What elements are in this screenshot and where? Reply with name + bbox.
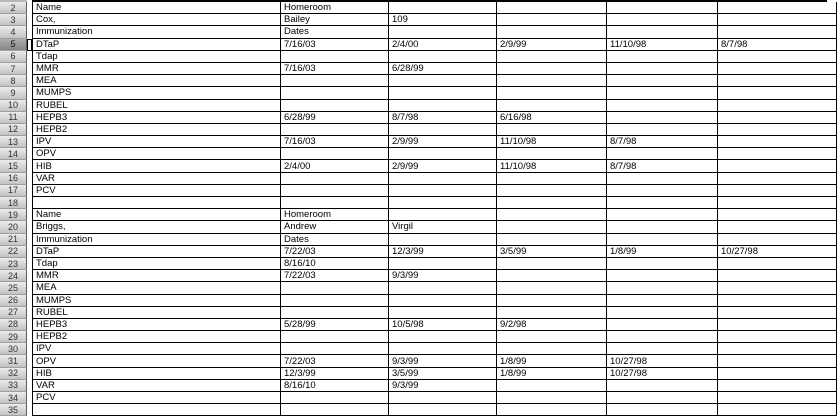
cell[interactable] xyxy=(607,197,718,209)
sheet-row xyxy=(0,160,837,172)
cell[interactable]: Immunization xyxy=(32,234,281,246)
cell[interactable]: 6/28/99 xyxy=(281,112,389,124)
cell[interactable] xyxy=(718,221,837,233)
cell[interactable] xyxy=(607,112,718,124)
cell[interactable]: 7/22/03 xyxy=(281,246,389,258)
row-header[interactable]: 28 xyxy=(0,319,27,331)
cell[interactable]: Homeroom xyxy=(281,2,389,14)
cell[interactable]: Cox, xyxy=(32,14,281,26)
cell[interactable] xyxy=(389,282,497,294)
sheet-row xyxy=(0,221,837,233)
cell[interactable] xyxy=(281,87,389,99)
cell[interactable]: 7/22/03 xyxy=(281,270,389,282)
cell[interactable]: 8/7/98 xyxy=(607,160,718,172)
cell[interactable] xyxy=(718,380,837,392)
cell[interactable]: DTaP xyxy=(32,39,281,51)
cell[interactable] xyxy=(607,14,718,26)
sheet-row xyxy=(0,26,837,38)
sheet-row xyxy=(0,392,837,404)
sheet-row xyxy=(0,380,837,392)
cell[interactable]: 109 xyxy=(389,14,497,26)
sheet-row xyxy=(0,51,837,63)
cell[interactable]: 6/28/99 xyxy=(389,63,497,75)
cell[interactable] xyxy=(281,148,389,160)
sheet-row xyxy=(0,209,837,221)
cell[interactable] xyxy=(389,87,497,99)
sheet-row xyxy=(0,246,837,258)
row-header[interactable]: 32 xyxy=(0,368,27,380)
sheet-row xyxy=(0,2,837,14)
sheet-row xyxy=(0,124,837,136)
cell[interactable]: 11/10/98 xyxy=(497,136,607,148)
cell[interactable] xyxy=(607,124,718,136)
cell[interactable] xyxy=(497,343,607,355)
cell[interactable] xyxy=(607,75,718,87)
cell[interactable] xyxy=(497,392,607,404)
cell[interactable]: VAR xyxy=(32,173,281,185)
row-header-selected[interactable]: 5 xyxy=(0,39,27,51)
cell[interactable]: HEPB2 xyxy=(32,124,281,136)
cell[interactable] xyxy=(607,404,718,416)
sheet-row xyxy=(0,100,837,112)
cell[interactable]: DTaP xyxy=(32,246,281,258)
sheet-row xyxy=(0,258,837,270)
cell[interactable]: 8/16/10 xyxy=(281,258,389,270)
cell[interactable] xyxy=(718,197,837,209)
cell[interactable] xyxy=(718,136,837,148)
sheet-row xyxy=(0,319,837,331)
cell[interactable] xyxy=(497,331,607,343)
cell[interactable]: 8/7/98 xyxy=(718,39,837,51)
cell[interactable] xyxy=(281,392,389,404)
cell[interactable] xyxy=(389,209,497,221)
cell[interactable]: Name xyxy=(32,209,281,221)
cell[interactable] xyxy=(718,355,837,367)
cell[interactable]: Briggs, xyxy=(32,221,281,233)
cell[interactable] xyxy=(497,14,607,26)
row-header[interactable]: 35 xyxy=(0,404,27,416)
row-header[interactable]: 2 xyxy=(0,2,27,14)
cell[interactable] xyxy=(718,392,837,404)
cell[interactable]: Bailey xyxy=(281,14,389,26)
row-header[interactable]: 19 xyxy=(0,209,27,221)
cell[interactable] xyxy=(718,368,837,380)
cell[interactable]: IPV xyxy=(32,343,281,355)
cell[interactable]: MMR xyxy=(32,63,281,75)
cell[interactable]: 9/3/99 xyxy=(389,380,497,392)
cell[interactable]: MMR xyxy=(32,270,281,282)
sheet-row xyxy=(0,173,837,185)
sheet-row xyxy=(0,185,837,197)
cell[interactable] xyxy=(497,63,607,75)
row-header[interactable]: 27 xyxy=(0,307,27,319)
row-header[interactable]: 25 xyxy=(0,282,27,294)
grid-top-border xyxy=(32,0,827,2)
cell[interactable] xyxy=(607,26,718,38)
cell[interactable] xyxy=(281,124,389,136)
cell[interactable] xyxy=(281,51,389,63)
cell[interactable] xyxy=(389,295,497,307)
sheet-row xyxy=(0,270,837,282)
cell[interactable] xyxy=(281,197,389,209)
cell[interactable]: 3/5/99 xyxy=(497,246,607,258)
row-header[interactable]: 9 xyxy=(0,87,27,99)
cell[interactable] xyxy=(718,124,837,136)
cell[interactable] xyxy=(281,331,389,343)
cell[interactable] xyxy=(281,343,389,355)
cell[interactable] xyxy=(389,124,497,136)
cell[interactable] xyxy=(389,197,497,209)
sheet-row xyxy=(0,307,837,319)
cell[interactable]: 7/16/03 xyxy=(281,63,389,75)
cell[interactable] xyxy=(389,404,497,416)
cell[interactable]: MEA xyxy=(32,282,281,294)
cell[interactable] xyxy=(281,282,389,294)
cell[interactable]: Dates xyxy=(281,234,389,246)
sheet-row xyxy=(0,368,837,380)
cell[interactable] xyxy=(718,331,837,343)
sheet-row xyxy=(0,404,837,416)
cell[interactable] xyxy=(607,209,718,221)
cell[interactable]: PCV xyxy=(32,185,281,197)
cell[interactable] xyxy=(281,173,389,185)
cell[interactable] xyxy=(497,124,607,136)
cell[interactable]: Dates xyxy=(281,26,389,38)
row-header[interactable]: 3 xyxy=(0,14,27,26)
cell[interactable]: 3/5/99 xyxy=(389,368,497,380)
row-header[interactable]: 24 xyxy=(0,270,27,282)
cell[interactable]: 6/16/98 xyxy=(497,112,607,124)
cell[interactable] xyxy=(497,221,607,233)
cell[interactable]: Virgil xyxy=(389,221,497,233)
row-header[interactable]: 30 xyxy=(0,343,27,355)
row-header[interactable]: 16 xyxy=(0,173,27,185)
cell[interactable] xyxy=(718,160,837,172)
cell[interactable] xyxy=(389,26,497,38)
cell[interactable] xyxy=(389,51,497,63)
cell[interactable] xyxy=(497,380,607,392)
row-header[interactable]: 13 xyxy=(0,136,27,148)
cell[interactable] xyxy=(497,295,607,307)
cell[interactable] xyxy=(718,295,837,307)
sheet-row xyxy=(0,87,837,99)
cell[interactable] xyxy=(389,148,497,160)
cell[interactable]: IPV xyxy=(32,136,281,148)
row-header[interactable]: 7 xyxy=(0,63,27,75)
cell[interactable] xyxy=(607,295,718,307)
cell[interactable]: 11/10/98 xyxy=(497,160,607,172)
cell[interactable] xyxy=(607,234,718,246)
cell[interactable] xyxy=(497,148,607,160)
row-header[interactable]: 34 xyxy=(0,392,27,404)
cell[interactable] xyxy=(718,185,837,197)
cell[interactable] xyxy=(718,26,837,38)
row-header[interactable]: 10 xyxy=(0,100,27,112)
cell[interactable] xyxy=(607,185,718,197)
cell[interactable] xyxy=(718,319,837,331)
cell[interactable] xyxy=(389,343,497,355)
cell[interactable] xyxy=(389,258,497,270)
cell[interactable] xyxy=(718,148,837,160)
sheet-row xyxy=(0,234,837,246)
cell[interactable] xyxy=(389,331,497,343)
cell[interactable] xyxy=(607,307,718,319)
cell[interactable] xyxy=(281,307,389,319)
row-header[interactable]: 4 xyxy=(0,26,27,38)
cell[interactable] xyxy=(497,258,607,270)
cell[interactable]: 1/8/99 xyxy=(497,355,607,367)
cell[interactable] xyxy=(718,51,837,63)
cell[interactable] xyxy=(497,209,607,221)
cell[interactable] xyxy=(497,185,607,197)
cell[interactable]: 9/3/99 xyxy=(389,270,497,282)
cell[interactable] xyxy=(497,87,607,99)
row-header[interactable]: 17 xyxy=(0,185,27,197)
cell[interactable]: RUBEL xyxy=(32,307,281,319)
sheet-row xyxy=(0,148,837,160)
row-header[interactable]: 33 xyxy=(0,380,27,392)
cell[interactable] xyxy=(718,100,837,112)
cell[interactable] xyxy=(497,270,607,282)
cell[interactable] xyxy=(497,51,607,63)
row-header[interactable]: 8 xyxy=(0,75,27,87)
cell[interactable]: HIB xyxy=(32,160,281,172)
cell[interactable] xyxy=(718,209,837,221)
cell[interactable]: 1/8/99 xyxy=(607,246,718,258)
cell[interactable] xyxy=(607,331,718,343)
cell[interactable] xyxy=(607,2,718,14)
cell[interactable]: RUBEL xyxy=(32,100,281,112)
cell[interactable]: Tdap xyxy=(32,51,281,63)
cell[interactable] xyxy=(607,221,718,233)
cell[interactable]: Homeroom xyxy=(281,209,389,221)
cell[interactable]: 8/7/98 xyxy=(607,136,718,148)
cell[interactable]: 9/2/98 xyxy=(497,319,607,331)
row-header[interactable]: 31 xyxy=(0,355,27,367)
cell[interactable] xyxy=(607,87,718,99)
cell[interactable]: VAR xyxy=(32,380,281,392)
cell[interactable] xyxy=(607,380,718,392)
cell[interactable]: 1/8/99 xyxy=(497,368,607,380)
sheet-row xyxy=(0,331,837,343)
cell[interactable]: OPV xyxy=(32,148,281,160)
cell[interactable] xyxy=(32,197,281,209)
cell[interactable] xyxy=(718,75,837,87)
cell[interactable] xyxy=(389,307,497,319)
cell[interactable] xyxy=(497,404,607,416)
row-header[interactable]: 12 xyxy=(0,124,27,136)
sheet-row xyxy=(0,63,837,75)
sheet-rows xyxy=(0,2,837,416)
cell[interactable]: 7/16/03 xyxy=(281,39,389,51)
sheet-row xyxy=(0,295,837,307)
cell[interactable] xyxy=(281,185,389,197)
cell[interactable] xyxy=(281,75,389,87)
sheet-row xyxy=(0,112,837,124)
cell[interactable]: 2/9/99 xyxy=(389,136,497,148)
cell[interactable]: 10/27/98 xyxy=(607,368,718,380)
cell[interactable]: HEPB3 xyxy=(32,319,281,331)
cell[interactable]: HEPB3 xyxy=(32,112,281,124)
row-header[interactable]: 29 xyxy=(0,331,27,343)
cell[interactable]: 7/16/03 xyxy=(281,136,389,148)
cell[interactable] xyxy=(718,270,837,282)
row-header[interactable]: 21 xyxy=(0,234,27,246)
cell[interactable]: 12/3/99 xyxy=(281,368,389,380)
row-header[interactable]: 23 xyxy=(0,258,27,270)
cell[interactable]: Immunization xyxy=(32,26,281,38)
sheet-row xyxy=(0,14,837,26)
cell[interactable] xyxy=(389,173,497,185)
cell[interactable]: 10/5/98 xyxy=(389,319,497,331)
cell[interactable]: 2/4/00 xyxy=(389,39,497,51)
cell[interactable] xyxy=(389,185,497,197)
cell[interactable]: 2/9/99 xyxy=(389,160,497,172)
row-header[interactable]: 18 xyxy=(0,197,27,209)
cell[interactable] xyxy=(607,63,718,75)
cell[interactable] xyxy=(718,173,837,185)
cell[interactable]: 10/27/98 xyxy=(718,246,837,258)
cell[interactable]: MUMPS xyxy=(32,295,281,307)
cell[interactable] xyxy=(389,392,497,404)
cell[interactable] xyxy=(497,282,607,294)
cell[interactable]: HEPB2 xyxy=(32,331,281,343)
cell[interactable] xyxy=(718,2,837,14)
cell[interactable] xyxy=(497,100,607,112)
cell[interactable] xyxy=(607,100,718,112)
cell[interactable] xyxy=(389,75,497,87)
cell[interactable] xyxy=(718,87,837,99)
cell[interactable] xyxy=(497,75,607,87)
cell[interactable] xyxy=(607,173,718,185)
cell[interactable]: 8/16/10 xyxy=(281,380,389,392)
sheet-row xyxy=(0,282,837,294)
cell[interactable] xyxy=(497,234,607,246)
sheet-row xyxy=(0,197,837,209)
row-header[interactable]: 26 xyxy=(0,295,27,307)
cell[interactable] xyxy=(718,234,837,246)
cell[interactable] xyxy=(389,2,497,14)
cell[interactable]: 12/3/99 xyxy=(389,246,497,258)
cell[interactable] xyxy=(718,258,837,270)
cell[interactable] xyxy=(607,392,718,404)
cell[interactable] xyxy=(281,100,389,112)
cell[interactable] xyxy=(718,112,837,124)
cell[interactable] xyxy=(281,295,389,307)
cell[interactable]: Tdap xyxy=(32,258,281,270)
cell[interactable]: 9/3/99 xyxy=(389,355,497,367)
cell[interactable]: Name xyxy=(32,2,281,14)
cell[interactable] xyxy=(389,234,497,246)
sheet-row xyxy=(0,343,837,355)
sheet-row xyxy=(0,39,837,51)
cell[interactable] xyxy=(389,100,497,112)
cell[interactable]: Andrew xyxy=(281,221,389,233)
cell[interactable] xyxy=(497,307,607,319)
cell[interactable] xyxy=(281,404,389,416)
cell[interactable] xyxy=(32,404,281,416)
cell[interactable] xyxy=(607,319,718,331)
cell[interactable] xyxy=(497,2,607,14)
sheet-row xyxy=(0,136,837,148)
cell[interactable] xyxy=(607,51,718,63)
cell[interactable] xyxy=(607,148,718,160)
row-header[interactable]: 11 xyxy=(0,112,27,124)
cell[interactable] xyxy=(718,307,837,319)
cell[interactable] xyxy=(718,282,837,294)
cell[interactable]: 5/28/99 xyxy=(281,319,389,331)
cell[interactable] xyxy=(607,343,718,355)
cell[interactable]: HIB xyxy=(32,368,281,380)
cell[interactable]: OPV xyxy=(32,355,281,367)
row-header[interactable]: 20 xyxy=(0,221,27,233)
cell[interactable] xyxy=(718,14,837,26)
cell[interactable]: 8/7/98 xyxy=(389,112,497,124)
cell[interactable] xyxy=(607,258,718,270)
cell[interactable] xyxy=(718,343,837,355)
cell[interactable] xyxy=(607,270,718,282)
sheet-row xyxy=(0,75,837,87)
cell[interactable]: MUMPS xyxy=(32,87,281,99)
cell[interactable] xyxy=(607,282,718,294)
row-header[interactable]: 15 xyxy=(0,160,27,172)
cell[interactable]: PCV xyxy=(32,392,281,404)
row-header[interactable]: 6 xyxy=(0,51,27,63)
row-header[interactable]: 22 xyxy=(0,246,27,258)
cell[interactable]: 2/9/99 xyxy=(497,39,607,51)
cell[interactable] xyxy=(497,173,607,185)
cell[interactable]: 2/4/00 xyxy=(281,160,389,172)
sheet-row xyxy=(0,355,837,367)
cell[interactable]: 11/10/98 xyxy=(607,39,718,51)
cell[interactable]: 10/27/98 xyxy=(607,355,718,367)
cell[interactable] xyxy=(497,197,607,209)
cell[interactable] xyxy=(718,404,837,416)
cell[interactable]: MEA xyxy=(32,75,281,87)
cell[interactable] xyxy=(718,63,837,75)
row-header[interactable]: 14 xyxy=(0,148,27,160)
cell[interactable] xyxy=(497,26,607,38)
cell[interactable]: 7/22/03 xyxy=(281,355,389,367)
